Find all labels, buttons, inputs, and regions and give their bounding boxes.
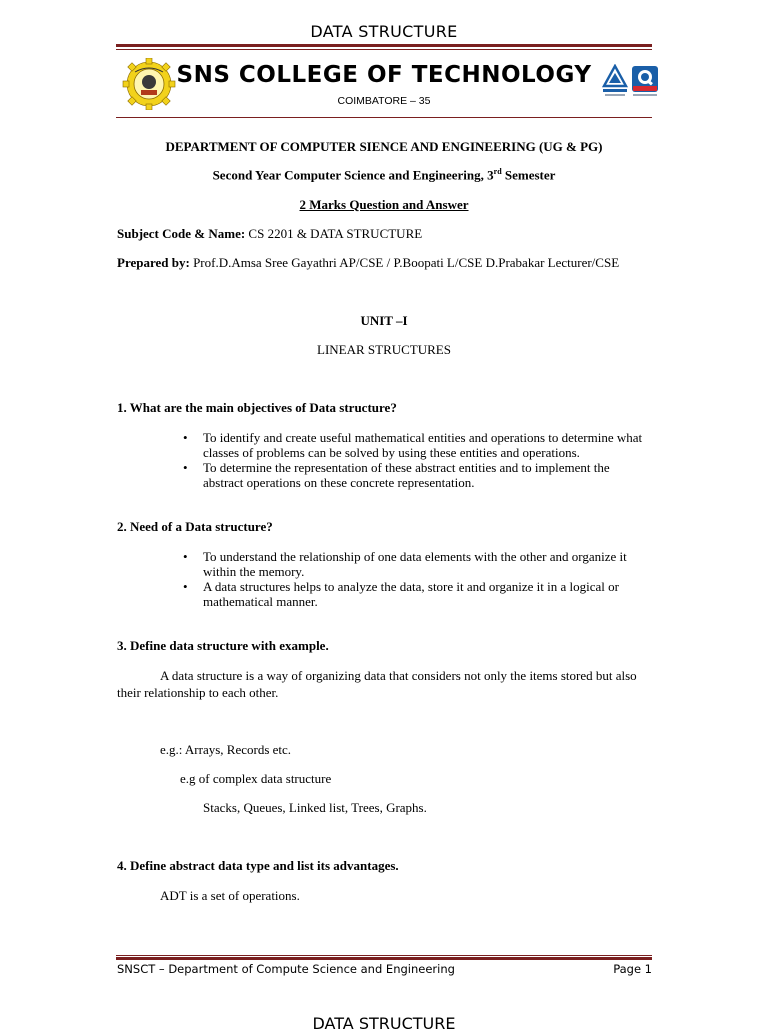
header-bottom-rule xyxy=(116,117,652,118)
footer-department: SNSCT – Department of Compute Science and Engineering xyxy=(117,962,455,976)
question-2-answer-list xyxy=(183,549,653,609)
year-semester-line: Second Year Computer Science and Engineering, 3rd Semester xyxy=(212,167,556,183)
unit-subtitle: LINEAR STRUCTURES xyxy=(317,342,451,357)
question-3-complex-label: e.g of complex data structure xyxy=(180,771,332,786)
question-1-answer-list xyxy=(183,430,653,490)
question-2-title: 2. Need of a Data structure? xyxy=(117,519,273,534)
running-header: DATA STRUCTURE xyxy=(310,22,458,41)
page-number: Page 1 xyxy=(613,962,652,976)
bullet-icon: • xyxy=(183,549,188,564)
bullet-icon: • xyxy=(183,460,188,475)
bullet-icon: • xyxy=(183,579,188,594)
footer-rule xyxy=(116,957,652,960)
header-rule xyxy=(116,44,652,47)
certification-q-icon xyxy=(632,66,658,96)
college-location: COIMBATORE – 35 xyxy=(337,95,431,107)
document-type: 2 Marks Question and Answer xyxy=(299,197,469,212)
subject-line: Subject Code & Name: CS 2201 & DATA STRUCTURE xyxy=(117,226,423,241)
question-4-title: 4. Define abstract data type and list its advantages. xyxy=(117,858,399,873)
question-3-complex-examples: Stacks, Queues, Linked list, Trees, Graphs. xyxy=(203,800,427,815)
question-3-answer: A data structure is a way of organizing data that considers not only the items stored but also their relationship to each other. xyxy=(117,668,637,700)
list-item: • To understand the relationship of one data elements with the other and organize it within the memory. xyxy=(183,549,627,579)
page-footer xyxy=(117,962,652,976)
list-item: • To determine the representation of these abstract entities and to implement the abstract operations on these concrete representation. xyxy=(183,460,610,490)
department-heading: DEPARTMENT OF COMPUTER SIENCE AND ENGINEERING (UG & PG) xyxy=(165,139,603,154)
list-item: • A data structures helps to analyze the data, store it and organize it in a logical or mathematical manner. xyxy=(183,579,619,609)
question-4-answer: ADT is a set of operations. xyxy=(160,888,300,903)
college-name: SNS COLLEGE OF TECHNOLOGY xyxy=(176,62,592,88)
question-1-title: 1. What are the main objectives of Data structure? xyxy=(117,400,397,415)
header-rule-thin xyxy=(116,49,652,50)
list-item: • To identify and create useful mathematical entities and operations to determine what classes of problems can be solved by using these entities and operations. xyxy=(183,430,643,460)
footer-rule-thin xyxy=(116,955,652,956)
prepared-by-line: Prepared by: Prof.D.Amsa Sree Gayathri AP/CSE / P.Boopati L/CSE D.Prabakar Lecturer/CSE xyxy=(117,255,620,270)
question-3-title: 3. Define data structure with example. xyxy=(117,638,329,653)
tuv-triangle-icon xyxy=(603,66,627,96)
unit-title: UNIT –I xyxy=(360,313,408,328)
next-page-running-header: DATA STRUCTURE xyxy=(312,1014,456,1033)
accreditation-badges xyxy=(602,64,660,100)
bullet-icon: • xyxy=(183,430,188,445)
question-3-example: e.g.: Arrays, Records etc. xyxy=(160,742,292,757)
